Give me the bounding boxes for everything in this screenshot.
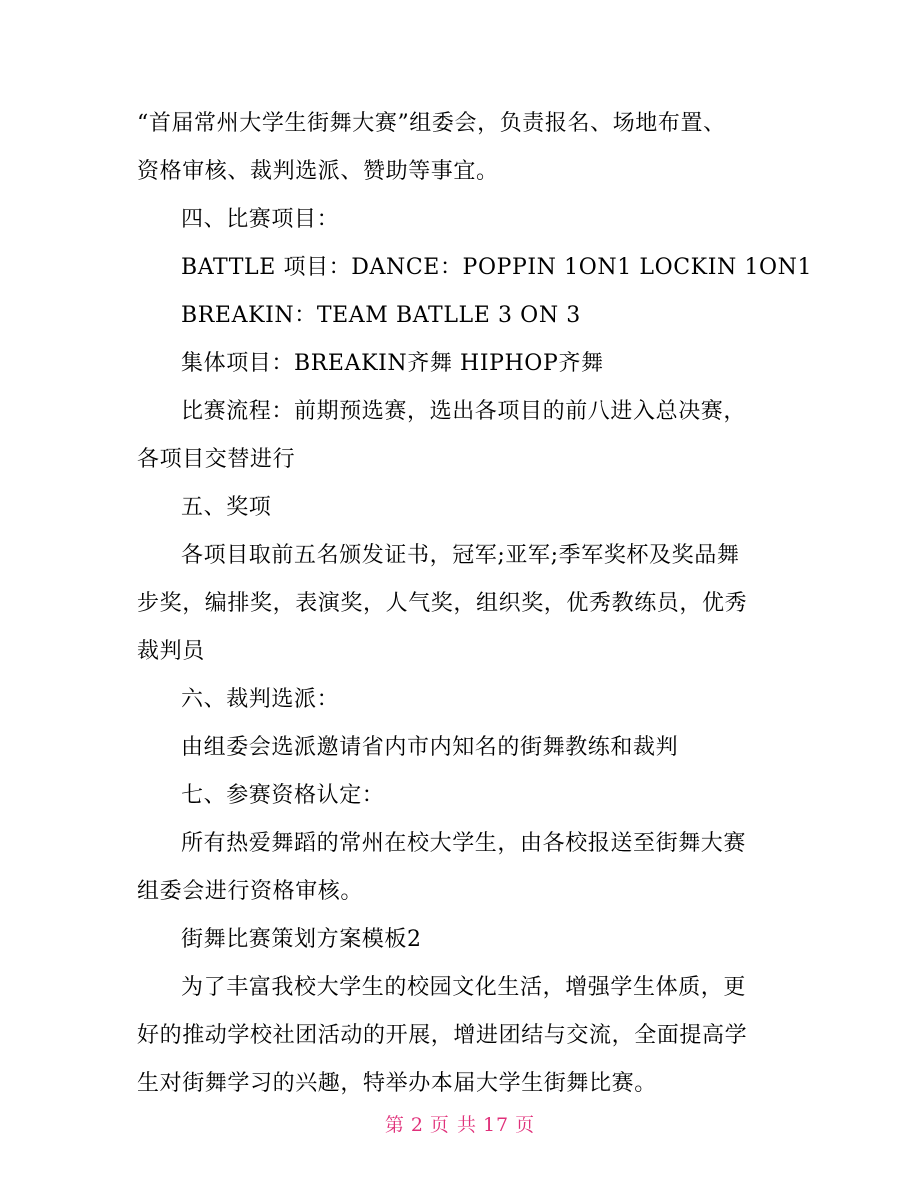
- text-line: BREAKIN：TEAM BATLLE 3 ON 3: [181, 303, 581, 328]
- footer-middle: 页 共: [429, 1114, 477, 1136]
- text-line: 生对街舞学习的兴趣，特举办本届大学生街舞比赛。: [137, 1071, 657, 1096]
- section-heading: 六、裁判选派：: [181, 687, 340, 712]
- footer-suffix: 页: [515, 1114, 536, 1136]
- footer-prefix: 第: [384, 1114, 405, 1136]
- text-line: 步奖，编排奖，表演奖，人气奖，组织奖，优秀教练员，优秀: [137, 591, 748, 616]
- section-heading: 四、比赛项目：: [181, 207, 340, 232]
- text-line: 资格审核、裁判选派、赞助等事宜。: [137, 159, 499, 184]
- section-heading: 五、奖项: [181, 495, 272, 520]
- text-line: 为了丰富我校大学生的校园文化生活，增强学生体质，更: [181, 975, 747, 1000]
- text-line: 好的推动学校社团活动的开展，增进团结与交流，全面提高学: [137, 1023, 748, 1048]
- text-line: 由组委会选派邀请省内市内知名的街舞教练和裁判: [181, 735, 679, 760]
- text-line: “首届常州大学生街舞大赛”组委会，负责报名、场地布置、: [137, 111, 726, 136]
- footer-page-number: 2: [410, 1114, 424, 1136]
- section-heading: 七、参赛资格认定：: [181, 783, 385, 808]
- page-footer: [0, 1110, 920, 1137]
- text-line: 所有热爱舞蹈的常州在校大学生，由各校报送至街舞大赛: [181, 831, 747, 856]
- text-line: BATTLE 项目：DANCE：POPPIN 1ON1 LOCKIN 1ON1: [181, 255, 813, 280]
- text-line: 各项目取前五名颁发证书，冠军;亚军;季军奖杯及奖品舞: [181, 543, 740, 568]
- text-line: 各项目交替进行: [137, 447, 296, 472]
- text-line: 比赛流程：前期预选赛，选出各项目的前八进入总决赛，: [181, 399, 747, 424]
- footer-total-pages: 17: [482, 1114, 510, 1136]
- text-line: 组委会进行资格审核。: [137, 879, 364, 904]
- text-line: 集体项目：BREAKIN齐舞 HIPHOP齐舞: [181, 351, 604, 376]
- document-body: [137, 100, 813, 1108]
- text-line: 裁判员: [137, 639, 205, 664]
- document-subtitle: 街舞比赛策划方案模板2: [181, 927, 422, 952]
